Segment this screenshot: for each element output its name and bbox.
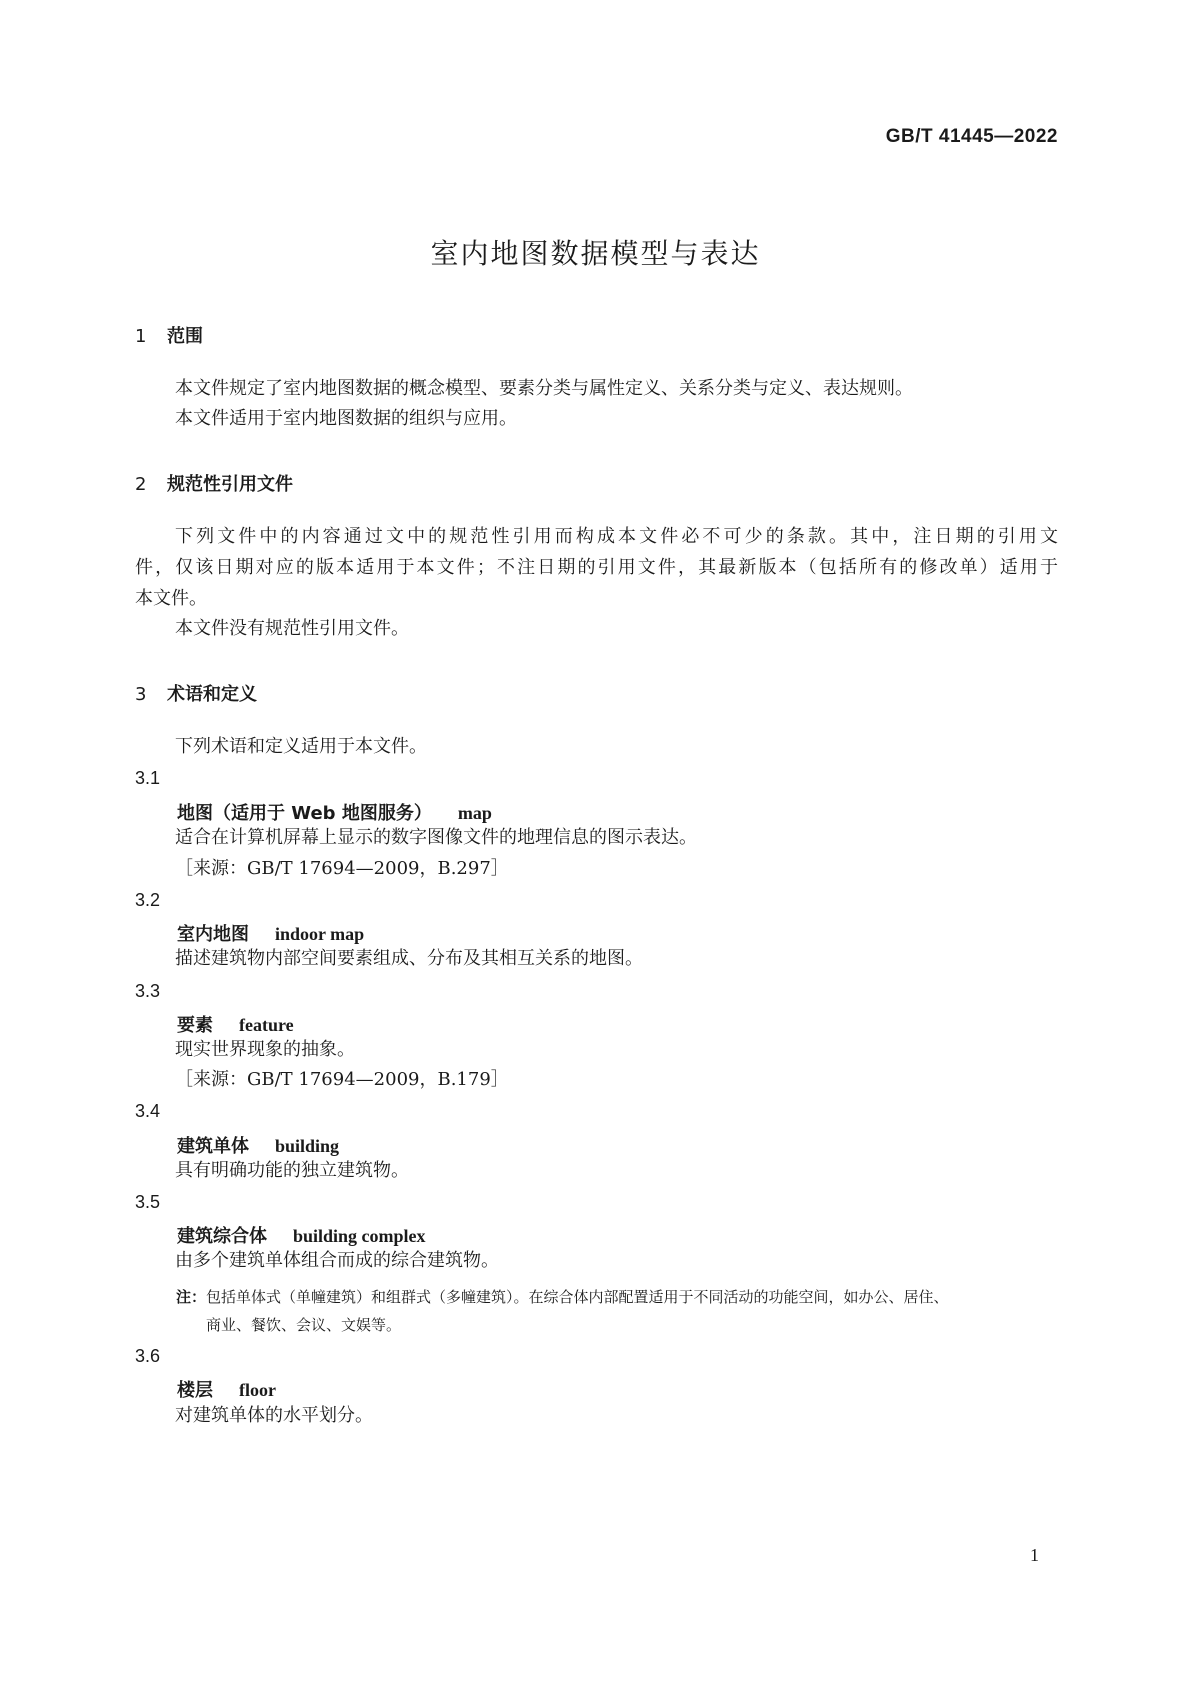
term-heading <box>177 799 492 825</box>
term-en: building <box>275 1136 340 1156</box>
term-source: ［来源：GB/T 17694—2009，B.297］ <box>175 858 509 879</box>
term-en: map <box>457 803 492 823</box>
section-2-paragraph-2: 本文件没有规范性引用文件。 <box>175 618 409 639</box>
section-1-paragraph-1: 本文件规定了室内地图数据的概念模型、要素分类与属性定义、关系分类与定义、表达规则。 <box>175 378 913 399</box>
note-text-line-1: 包括单体式（单幢建筑）和组群式（多幢建筑）。在综合体内部配置适用于不同活动的功能空间，如办公、居住、 <box>206 1288 949 1306</box>
term-en: feature <box>239 1015 294 1035</box>
section-3-heading <box>135 680 257 706</box>
term-heading <box>177 1011 294 1037</box>
term-note <box>176 1286 949 1307</box>
term-zh: 室内地图 <box>177 924 249 945</box>
page-number: 1 <box>1030 1545 1039 1565</box>
term-en: building complex <box>293 1226 426 1246</box>
section-1-heading <box>135 322 203 348</box>
term-heading <box>177 1222 426 1248</box>
term-heading <box>177 1132 339 1158</box>
note-text-line-2: 商业、餐饮、会议、文娱等。 <box>206 1316 402 1334</box>
section-number: 3 <box>135 684 147 705</box>
section-number: 1 <box>135 326 147 347</box>
standard-code: GB/T 41445—2022 <box>885 126 1058 147</box>
term-en: indoor map <box>275 924 365 944</box>
term-zh: 要素 <box>177 1015 213 1036</box>
section-title: 术语和定义 <box>167 684 257 705</box>
term-zh: 建筑综合体 <box>177 1226 267 1247</box>
section-title: 规范性引用文件 <box>167 474 293 495</box>
term-zh: 地图（适用于 Web 地图服务） <box>177 803 432 824</box>
term-number: 3.2 <box>135 890 161 910</box>
section-number: 2 <box>135 474 147 495</box>
term-number: 3.6 <box>135 1346 161 1366</box>
term-definition: 具有明确功能的独立建筑物。 <box>175 1160 409 1181</box>
term-definition: 由多个建筑单体组合而成的综合建筑物。 <box>175 1250 499 1271</box>
term-definition: 适合在计算机屏幕上显示的数字图像文件的地理信息的图示表达。 <box>175 827 697 848</box>
section-2-heading <box>135 470 293 496</box>
section-2-paragraph-line-2: 件，仅该日期对应的版本适用于本文件；不注日期的引用文件，其最新版本（包括所有的修改单）适用于 <box>135 557 1058 578</box>
section-2-paragraph-line-3: 本文件。 <box>135 588 207 609</box>
term-heading <box>177 1376 276 1402</box>
term-definition: 现实世界现象的抽象。 <box>175 1039 355 1060</box>
section-title: 范围 <box>167 326 203 347</box>
term-zh: 楼层 <box>177 1380 213 1401</box>
term-number: 3.4 <box>135 1101 161 1121</box>
term-number: 3.1 <box>135 768 161 788</box>
term-source: ［来源：GB/T 17694—2009，B.179］ <box>175 1069 509 1090</box>
section-2-paragraph-line-1: 下列文件中的内容通过文中的规范性引用而构成本文件必不可少的条款。其中，注日期的引用文 <box>175 526 1058 547</box>
term-definition: 对建筑单体的水平划分。 <box>175 1405 373 1426</box>
note-label: 注： <box>176 1288 207 1306</box>
term-heading <box>177 920 364 946</box>
document-title: 室内地图数据模型与表达 <box>430 237 761 270</box>
section-3-intro: 下列术语和定义适用于本文件。 <box>175 736 427 757</box>
term-en: floor <box>239 1380 276 1400</box>
section-1-paragraph-2: 本文件适用于室内地图数据的组织与应用。 <box>175 408 517 429</box>
term-zh: 建筑单体 <box>177 1136 249 1157</box>
term-number: 3.3 <box>135 981 161 1001</box>
term-definition: 描述建筑物内部空间要素组成、分布及其相互关系的地图。 <box>175 948 643 969</box>
term-number: 3.5 <box>135 1192 161 1212</box>
